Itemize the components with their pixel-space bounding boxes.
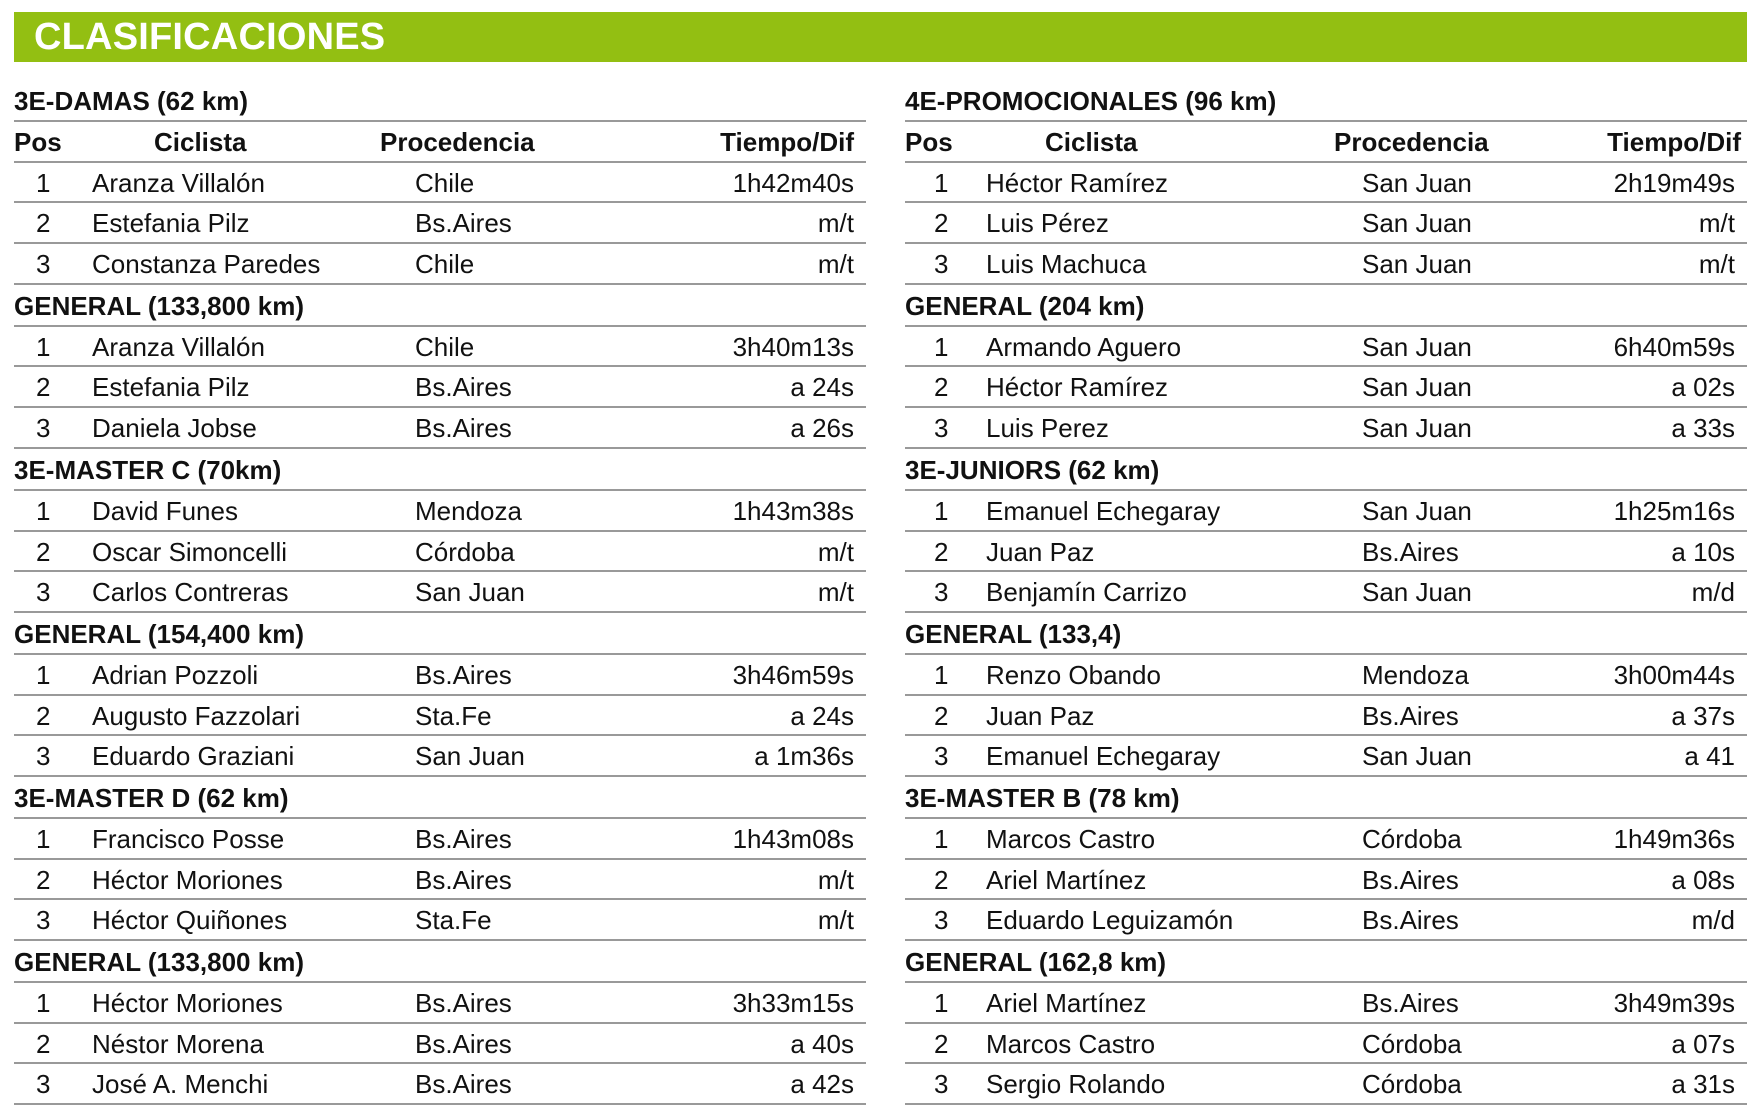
origin-cell: Chile [415,331,475,362]
rider-name-cell: Estefania Pilz [92,372,250,403]
position-cell: 2 [934,208,949,239]
section-title: GENERAL (204 km) [905,285,1747,327]
origin-cell: San Juan [415,577,525,608]
table-row [14,1024,866,1065]
table-row [14,819,866,860]
rider-name-cell: José A. Menchi [92,1069,269,1100]
origin-cell: Chile [415,167,475,198]
origin-cell: Córdoba [415,536,515,567]
position-cell: 1 [36,988,51,1018]
rider-name-cell: Marcos Castro [986,823,1156,854]
position-cell: 1 [36,495,51,526]
position-cell: 2 [934,1028,949,1059]
rider-name-cell: Benjamín Carrizo [986,577,1187,608]
position-cell: 2 [36,700,51,731]
section-title: 3E-DAMAS (62 km) [14,80,866,122]
section-title: GENERAL (133,800 km) [14,285,866,327]
time-cell: a 08s [1671,864,1735,895]
time-cell: m/t [817,536,854,567]
rider-name-cell: Constanza Paredes [92,249,321,280]
rider-name-cell: David Funes [92,495,238,526]
time-cell: m/t [1698,249,1735,280]
left-results-column [14,80,866,1105]
position-cell: 3 [36,413,51,444]
table-row [905,1024,1747,1065]
position-cell: 3 [36,1069,51,1100]
position-cell: 1 [934,495,949,526]
rider-name-cell: Renzo Obando [986,659,1161,690]
table-row [14,408,866,449]
time-cell: a 33s [1671,413,1735,444]
time-cell: m/t [817,577,854,608]
rider-name-cell: Luis Machuca [986,249,1147,280]
origin-cell: Bs.Aires [415,1069,512,1100]
header-origin: Procedencia [380,127,535,157]
table-row [905,203,1747,244]
table-row [905,491,1747,532]
rider-name-cell: Eduardo Leguizamón [986,905,1234,936]
table-header [905,122,1747,163]
section-title: GENERAL (133,4) [905,613,1747,655]
rider-name-cell: Estefania Pilz [92,208,250,239]
rider-name-cell: Eduardo Graziani [92,741,295,772]
origin-cell: Bs.Aires [415,659,512,690]
table-row [14,572,866,613]
table-row [14,203,866,244]
table-row [905,900,1747,941]
rider-name-cell: Oscar Simoncelli [92,536,288,567]
position-cell: 3 [934,741,949,772]
table-row [905,860,1747,901]
origin-cell: San Juan [1362,249,1472,280]
table-row [905,819,1747,860]
table-row [905,655,1747,696]
table-row [14,900,866,941]
origin-cell: San Juan [1362,331,1472,362]
rider-name-cell: Juan Paz [986,700,1095,731]
origin-cell: Mendoza [1362,659,1469,690]
time-cell: 1h25m16s [1613,495,1735,526]
table-row [905,1064,1747,1105]
origin-cell: San Juan [1362,741,1472,772]
table-row [905,572,1747,613]
origin-cell: Bs.Aires [415,823,512,854]
table-row [14,655,866,696]
section-title: 3E-MASTER D (62 km) [14,777,866,819]
position-cell: 3 [36,577,51,608]
rider-name-cell: Luis Pérez [986,208,1109,239]
rider-name-cell: Adrian Pozzoli [92,659,259,690]
time-cell: 3h40m13s [732,331,854,362]
time-cell: a 41 [1684,741,1735,772]
section-title: 3E-MASTER B (78 km) [905,777,1747,819]
time-cell: a 1m36s [754,741,854,772]
position-cell: 3 [934,1069,949,1100]
header-time: Tiempo/Dif [720,127,854,157]
origin-cell: Bs.Aires [415,1028,512,1059]
header-pos: Pos [905,127,953,157]
position-cell: 3 [36,249,51,280]
position-cell: 1 [934,659,949,690]
table-row [14,244,866,285]
position-cell: 2 [934,372,949,403]
time-cell: a 26s [790,413,854,444]
section-title: GENERAL (154,400 km) [14,613,866,655]
time-cell: m/d [1691,577,1735,608]
origin-cell: Bs.Aires [1362,988,1459,1018]
position-cell: 1 [36,823,51,854]
position-cell: 2 [36,864,51,895]
section-title: 3E-MASTER C (70km) [14,449,866,491]
rider-name-cell: Marcos Castro [986,1028,1156,1059]
origin-cell: Córdoba [1362,823,1462,854]
position-cell: 2 [934,700,949,731]
time-cell: 6h40m59s [1613,331,1735,362]
time-cell: 3h33m15s [732,988,854,1018]
origin-cell: Bs.Aires [415,988,512,1018]
position-cell: 3 [934,249,949,280]
table-row [905,163,1747,204]
origin-cell: Chile [415,249,475,280]
origin-cell: San Juan [1362,372,1472,403]
time-cell: m/t [817,864,854,895]
time-cell: a 31s [1671,1069,1735,1100]
rider-name-cell: Ariel Martínez [986,988,1147,1018]
rider-name-cell: Francisco Posse [92,823,285,854]
table-row [905,408,1747,449]
origin-cell: San Juan [1362,577,1472,608]
rider-name-cell: Héctor Ramírez [986,372,1169,403]
time-cell: 1h43m08s [732,823,854,854]
page-title: CLASIFICACIONES [34,16,386,58]
position-cell: 3 [934,577,949,608]
table-row [14,367,866,408]
table-row [14,696,866,737]
origin-cell: San Juan [1362,208,1472,239]
position-cell: 2 [934,864,949,895]
time-cell: 3h00m44s [1613,659,1735,690]
rider-name-cell: Héctor Moriones [92,864,283,895]
table-row [14,983,866,1024]
header-rider: Ciclista [1045,127,1138,157]
time-cell: a 07s [1671,1028,1735,1059]
origin-cell: San Juan [1362,495,1472,526]
time-cell: a 24s [790,372,854,403]
origin-cell: Bs.Aires [415,413,512,444]
origin-cell: Bs.Aires [1362,536,1459,567]
rider-name-cell: Juan Paz [986,536,1095,567]
time-cell: a 10s [1671,536,1735,567]
origin-cell: Córdoba [1362,1028,1462,1059]
table-row [905,367,1747,408]
header-pos: Pos [14,127,62,157]
table-row [14,163,866,204]
time-cell: 1h49m36s [1613,823,1735,854]
position-cell: 3 [36,741,51,772]
origin-cell: Bs.Aires [1362,905,1459,936]
position-cell: 1 [934,823,949,854]
origin-cell: Bs.Aires [415,208,512,239]
origin-cell: Sta.Fe [415,905,492,936]
table-row [905,696,1747,737]
position-cell: 2 [934,536,949,567]
table-header [14,122,866,163]
origin-cell: Bs.Aires [415,372,512,403]
rider-name-cell: Luis Perez [986,413,1109,444]
section-title: GENERAL (133,800 km) [14,941,866,983]
origin-cell: Mendoza [415,495,522,526]
section-title: 3E-JUNIORS (62 km) [905,449,1747,491]
position-cell: 1 [36,167,51,198]
position-cell: 1 [934,331,949,362]
table-row [14,327,866,368]
time-cell: a 42s [790,1069,854,1100]
position-cell: 2 [36,1028,51,1059]
position-cell: 1 [36,659,51,690]
header-time: Tiempo/Dif [1607,127,1741,157]
position-cell: 3 [934,905,949,936]
header-origin: Procedencia [1334,127,1489,157]
origin-cell: Bs.Aires [1362,864,1459,895]
origin-cell: Bs.Aires [415,864,512,895]
table-row [905,983,1747,1024]
origin-cell: San Juan [1362,413,1472,444]
table-row [905,244,1747,285]
table-row [14,532,866,573]
rider-name-cell: Carlos Contreras [92,577,289,608]
position-cell: 1 [934,167,949,198]
position-cell: 1 [934,988,949,1018]
time-cell: a 40s [790,1028,854,1059]
table-row [905,736,1747,777]
table-row [14,491,866,532]
origin-cell: Bs.Aires [1362,700,1459,731]
section-title: GENERAL (162,8 km) [905,941,1747,983]
section-title: 4E-PROMOCIONALES (96 km) [905,80,1747,122]
right-results-column [905,80,1747,1105]
rider-name-cell: Ariel Martínez [986,864,1147,895]
rider-name-cell: Aranza Villalón [92,331,265,362]
time-cell: 1h43m38s [732,495,854,526]
position-cell: 2 [36,372,51,403]
rider-name-cell: Héctor Moriones [92,988,283,1018]
header-banner [14,12,1747,62]
table-row [905,327,1747,368]
position-cell: 2 [36,536,51,567]
time-cell: 3h49m39s [1613,988,1735,1018]
rider-name-cell: Néstor Morena [92,1028,264,1059]
rider-name-cell: Emanuel Echegaray [986,495,1221,526]
time-cell: m/t [817,905,854,936]
rider-name-cell: Héctor Quiñones [92,905,288,936]
header-rider: Ciclista [154,127,247,157]
rider-name-cell: Armando Aguero [986,331,1182,362]
origin-cell: San Juan [1362,167,1472,198]
time-cell: 2h19m49s [1613,167,1735,198]
rider-name-cell: Emanuel Echegaray [986,741,1221,772]
rider-name-cell: Héctor Ramírez [986,167,1169,198]
position-cell: 1 [36,331,51,362]
origin-cell: San Juan [415,741,525,772]
time-cell: 1h42m40s [732,167,854,198]
position-cell: 3 [934,413,949,444]
time-cell: 3h46m59s [732,659,854,690]
time-cell: a 02s [1671,372,1735,403]
rider-name-cell: Sergio Rolando [986,1069,1166,1100]
origin-cell: Córdoba [1362,1069,1462,1100]
origin-cell: Sta.Fe [415,700,492,731]
time-cell: m/t [817,208,854,239]
position-cell: 3 [36,905,51,936]
rider-name-cell: Augusto Fazzolari [92,700,301,731]
table-row [14,860,866,901]
position-cell: 2 [36,208,51,239]
time-cell: a 37s [1671,700,1735,731]
time-cell: m/t [817,249,854,280]
time-cell: m/d [1691,905,1735,936]
time-cell: a 24s [790,700,854,731]
table-row [905,532,1747,573]
rider-name-cell: Daniela Jobse [92,413,257,444]
time-cell: m/t [1698,208,1735,239]
table-row [14,736,866,777]
rider-name-cell: Aranza Villalón [92,167,265,198]
table-row [14,1064,866,1105]
